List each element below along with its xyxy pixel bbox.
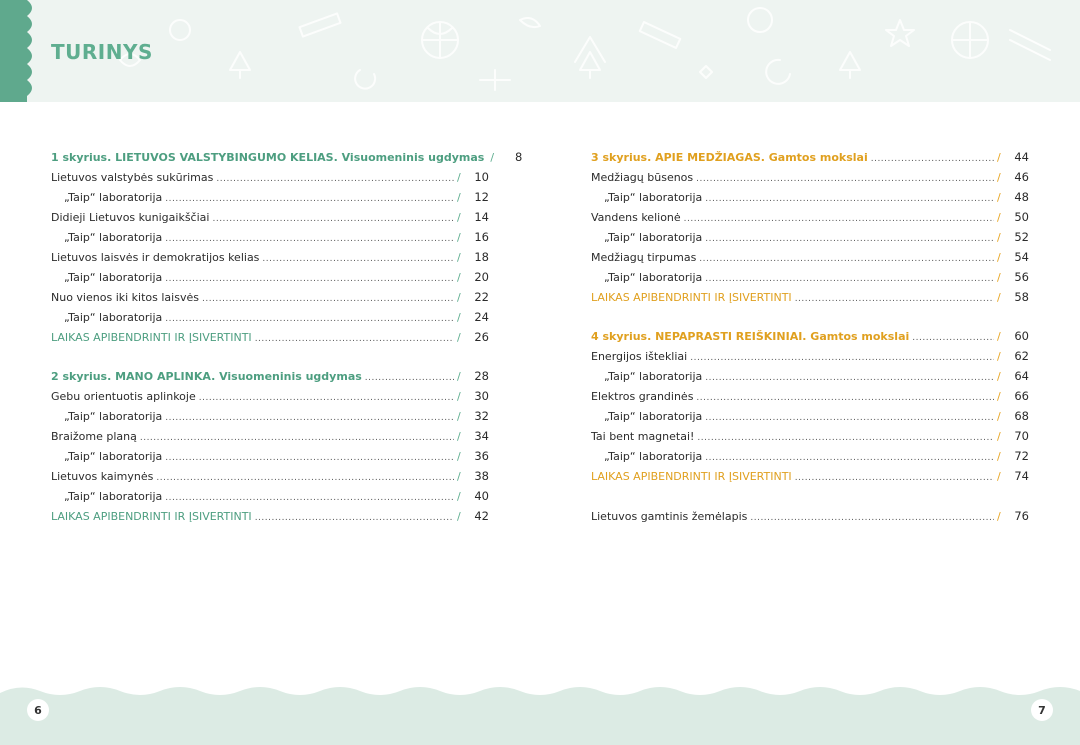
- page-separator: /: [457, 251, 461, 264]
- dot-leader: [690, 348, 994, 368]
- toc-entry-topic[interactable]: [51, 386, 489, 406]
- toc-page-number: 30: [474, 389, 489, 403]
- dot-leader: [216, 169, 454, 189]
- toc-entry-lab[interactable]: [51, 267, 489, 287]
- toc-page-number: 48: [1014, 190, 1029, 204]
- dot-leader: [262, 249, 454, 269]
- toc-entry-lab[interactable]: [591, 406, 1029, 426]
- toc-entry-title: Elektros grandinės: [591, 390, 694, 403]
- page-separator: /: [997, 291, 1001, 304]
- toc-entry-lab[interactable]: [591, 446, 1029, 466]
- page-separator: /: [457, 470, 461, 483]
- toc-page-number: 14: [474, 210, 489, 224]
- toc-entry-topic[interactable]: [51, 167, 489, 187]
- toc-entry-lab[interactable]: [51, 187, 489, 207]
- page-title: TURINYS: [51, 40, 153, 64]
- toc-page-number: 24: [474, 310, 489, 324]
- toc-entry-topic[interactable]: [51, 287, 489, 307]
- page-separator: /: [457, 171, 461, 184]
- toc-entry-topic[interactable]: [591, 207, 1029, 227]
- toc-entry-title: „Taip“ laboratorija: [604, 271, 703, 284]
- dot-leader: [255, 508, 454, 528]
- toc-entry-title: Tai bent magnetai!: [591, 430, 695, 443]
- dot-leader: [705, 189, 994, 209]
- toc-entry-title: „Taip“ laboratorija: [64, 311, 163, 324]
- toc-page-number: 54: [1014, 250, 1029, 264]
- toc-page-number: 20: [474, 270, 489, 284]
- page-separator: /: [997, 350, 1001, 363]
- page-separator: /: [997, 171, 1001, 184]
- toc-page-number: 22: [474, 290, 489, 304]
- toc-page-number: 56: [1014, 270, 1029, 284]
- page-separator: /: [997, 191, 1001, 204]
- dot-leader: [705, 408, 994, 428]
- page-separator: /: [997, 470, 1001, 483]
- dot-leader: [165, 408, 454, 428]
- toc-entry-topic[interactable]: [591, 167, 1029, 187]
- toc-page-number: 68: [1014, 409, 1029, 423]
- dot-leader: [365, 368, 454, 388]
- toc-page-number: 40: [474, 489, 489, 503]
- toc-entry-lab[interactable]: [51, 406, 489, 426]
- toc-right-column: [591, 147, 1029, 526]
- toc-entry-title: LAIKAS APIBENDRINTI IR ĮSIVERTINTI: [51, 510, 252, 523]
- toc-spacer: [51, 347, 489, 366]
- toc-entry-title: „Taip“ laboratorija: [604, 410, 703, 423]
- header-tab-accent: [0, 0, 27, 102]
- dot-leader: [165, 229, 454, 249]
- dot-leader: [202, 289, 454, 309]
- page-separator: /: [997, 211, 1001, 224]
- toc-page-number: 62: [1014, 349, 1029, 363]
- dot-leader: [156, 468, 454, 488]
- page-separator: /: [997, 151, 1001, 164]
- toc-entry-title: „Taip“ laboratorija: [64, 271, 163, 284]
- toc-entry-title: „Taip“ laboratorija: [604, 370, 703, 383]
- toc-page-number: 66: [1014, 389, 1029, 403]
- dot-leader: [199, 388, 454, 408]
- dot-leader: [165, 189, 454, 209]
- dot-leader: [705, 269, 994, 289]
- toc-entry-title: LAIKAS APIBENDRINTI IR ĮSIVERTINTI: [51, 331, 252, 344]
- toc-entry-topic[interactable]: [591, 426, 1029, 446]
- toc-entry-title: „Taip“ laboratorija: [64, 410, 163, 423]
- toc-entry-title: „Taip“ laboratorija: [604, 191, 703, 204]
- toc-entry-topic[interactable]: [51, 207, 489, 227]
- toc-entry-topic[interactable]: [591, 506, 1029, 526]
- toc-entry-lab[interactable]: [51, 486, 489, 506]
- toc-entry-title: Lietuvos gamtinis žemėlapis: [591, 510, 748, 523]
- toc-page-number: 70: [1014, 429, 1029, 443]
- toc-entry-topic[interactable]: [51, 247, 489, 267]
- toc-entry-title: Lietuvos kaimynės: [51, 470, 154, 483]
- toc-page-number: 32: [474, 409, 489, 423]
- toc-entry-topic[interactable]: [51, 466, 489, 486]
- dot-leader: [705, 368, 994, 388]
- toc-entry-summary[interactable]: [51, 327, 489, 347]
- dot-leader: [912, 328, 994, 348]
- page-separator: /: [997, 410, 1001, 423]
- toc-entry-title: LAIKAS APIBENDRINTI IR ĮSIVERTINTI: [591, 291, 792, 304]
- dot-leader: [255, 329, 454, 349]
- toc-entry-title: Energijos ištekliai: [591, 350, 688, 363]
- toc-page-number: 50: [1014, 210, 1029, 224]
- dot-leader: [165, 309, 454, 329]
- toc-page-number: 52: [1014, 230, 1029, 244]
- toc-page-number: 58: [1014, 290, 1029, 304]
- toc-left-column: [51, 147, 523, 526]
- page-separator: /: [997, 450, 1001, 463]
- toc-entry-chapter[interactable]: [51, 366, 489, 386]
- toc-entry-lab[interactable]: [591, 366, 1029, 386]
- dot-leader: [696, 169, 994, 189]
- footer-band: [0, 683, 1080, 745]
- toc-entry-chapter[interactable]: [51, 147, 523, 167]
- toc-entry-chapter[interactable]: [591, 326, 1029, 346]
- doodle-pattern: [0, 0, 1080, 102]
- toc-page-number: 46: [1014, 170, 1029, 184]
- toc-entry-topic[interactable]: [591, 386, 1029, 406]
- page-separator: /: [457, 311, 461, 324]
- toc-spacer: [591, 307, 1029, 326]
- toc-entry-title: „Taip“ laboratorija: [64, 450, 163, 463]
- toc-page-number: 38: [474, 469, 489, 483]
- toc-entry-lab[interactable]: [51, 446, 489, 466]
- toc-entry-title: 2 skyrius. MANO APLINKA. Visuomeninis ugdymas: [51, 370, 362, 383]
- dot-leader: [871, 149, 994, 169]
- page-separator: /: [457, 370, 461, 383]
- dot-leader: [140, 428, 454, 448]
- toc-entry-title: „Taip“ laboratorija: [64, 231, 163, 244]
- dot-leader: [212, 209, 454, 229]
- toc-page-number: 36: [474, 449, 489, 463]
- toc-page-number: 8: [515, 150, 523, 164]
- page-separator: /: [997, 510, 1001, 523]
- page-separator: /: [997, 251, 1001, 264]
- toc-page-number: 44: [1014, 150, 1029, 164]
- toc-page-number: 16: [474, 230, 489, 244]
- toc-page-number: 42: [474, 509, 489, 523]
- toc-entry-title: Didieji Lietuvos kunigaikščiai: [51, 211, 210, 224]
- toc-entry-title: Medžiagų būsenos: [591, 171, 694, 184]
- dot-leader: [795, 468, 994, 488]
- toc-entry-title: LAIKAS APIBENDRINTI IR ĮSIVERTINTI: [591, 470, 792, 483]
- dot-leader: [795, 289, 994, 309]
- dot-leader: [697, 428, 994, 448]
- page-separator: /: [457, 231, 461, 244]
- toc-spacer: [591, 486, 1029, 506]
- toc-entry-topic[interactable]: [51, 426, 489, 446]
- toc-page-number: 64: [1014, 369, 1029, 383]
- page-separator: /: [997, 231, 1001, 244]
- page-separator: /: [997, 330, 1001, 343]
- dot-leader: [165, 488, 454, 508]
- toc-entry-lab[interactable]: [51, 227, 489, 247]
- toc-entry-title: Gebu orientuotis aplinkoje: [51, 390, 196, 403]
- toc-entry-title: 4 skyrius. NEPAPRASTI REIŠKINIAI. Gamtos mokslai: [591, 330, 910, 343]
- dot-leader: [165, 269, 454, 289]
- page-separator: /: [457, 510, 461, 523]
- dot-leader: [750, 508, 994, 528]
- page-number-left: 6: [27, 699, 49, 721]
- toc-entry-title: Lietuvos valstybės sukūrimas: [51, 171, 214, 184]
- toc-entry-title: 1 skyrius. LIETUVOS VALSTYBINGUMO KELIAS. Visuomeninis ugdymas: [51, 151, 485, 164]
- dot-leader: [705, 448, 994, 468]
- toc-page-number: 18: [474, 250, 489, 264]
- toc-entry-lab[interactable]: [51, 307, 489, 327]
- toc-entry-lab[interactable]: [591, 187, 1029, 207]
- dot-leader: [684, 209, 994, 229]
- toc-page-number: 10: [474, 170, 489, 184]
- toc-entry-title: „Taip“ laboratorija: [64, 191, 163, 204]
- toc-page-number: 12: [474, 190, 489, 204]
- toc-entry-summary[interactable]: [51, 506, 489, 526]
- toc-entry-summary[interactable]: [591, 287, 1029, 307]
- page-separator: /: [457, 490, 461, 503]
- toc-entry-title: „Taip“ laboratorija: [64, 490, 163, 503]
- toc-entry-summary[interactable]: [591, 466, 1029, 486]
- page-number-right: 7: [1031, 699, 1053, 721]
- page-separator: /: [457, 390, 461, 403]
- page-separator: /: [457, 291, 461, 304]
- toc-entry-title: „Taip“ laboratorija: [604, 450, 703, 463]
- page-separator: /: [457, 450, 461, 463]
- dot-leader: [165, 448, 454, 468]
- toc-entry-lab[interactable]: [591, 267, 1029, 287]
- toc-entry-title: 3 skyrius. APIE MEDŽIAGAS. Gamtos mokslai: [591, 151, 868, 164]
- toc-page-number: 34: [474, 429, 489, 443]
- toc-entry-title: Lietuvos laisvės ir demokratijos kelias: [51, 251, 260, 264]
- page-separator: /: [457, 211, 461, 224]
- page-separator: /: [997, 370, 1001, 383]
- page-separator: /: [457, 271, 461, 284]
- page-separator: /: [997, 390, 1001, 403]
- toc-page-number: 74: [1014, 469, 1029, 483]
- page-separator: /: [457, 430, 461, 443]
- page-separator: /: [457, 331, 461, 344]
- toc-page-number: 60: [1014, 329, 1029, 343]
- toc-entry-title: Braižome planą: [51, 430, 137, 443]
- dot-leader: [699, 249, 994, 269]
- toc-entry-title: „Taip“ laboratorija: [604, 231, 703, 244]
- toc-entry-topic[interactable]: [591, 247, 1029, 267]
- header-tab-wave: [27, 0, 39, 102]
- toc-entry-title: Vandens kelionė: [591, 211, 681, 224]
- toc-page-number: 26: [474, 330, 489, 344]
- toc-page-number: 76: [1014, 509, 1029, 523]
- page-separator: /: [457, 410, 461, 423]
- toc-entry-title: Nuo vienos iki kitos laisvės: [51, 291, 199, 304]
- dot-leader: [705, 229, 994, 249]
- toc-page-number: 28: [474, 369, 489, 383]
- header-band: [0, 0, 1080, 102]
- toc-page-number: 72: [1014, 449, 1029, 463]
- page-separator: /: [457, 191, 461, 204]
- toc-entry-title: Medžiagų tirpumas: [591, 251, 697, 264]
- toc-entry-topic[interactable]: [591, 346, 1029, 366]
- page-separator: /: [490, 151, 495, 164]
- toc-entry-lab[interactable]: [591, 227, 1029, 247]
- page-separator: /: [997, 430, 1001, 443]
- page-separator: /: [997, 271, 1001, 284]
- dot-leader: [696, 388, 994, 408]
- toc-entry-chapter[interactable]: [591, 147, 1029, 167]
